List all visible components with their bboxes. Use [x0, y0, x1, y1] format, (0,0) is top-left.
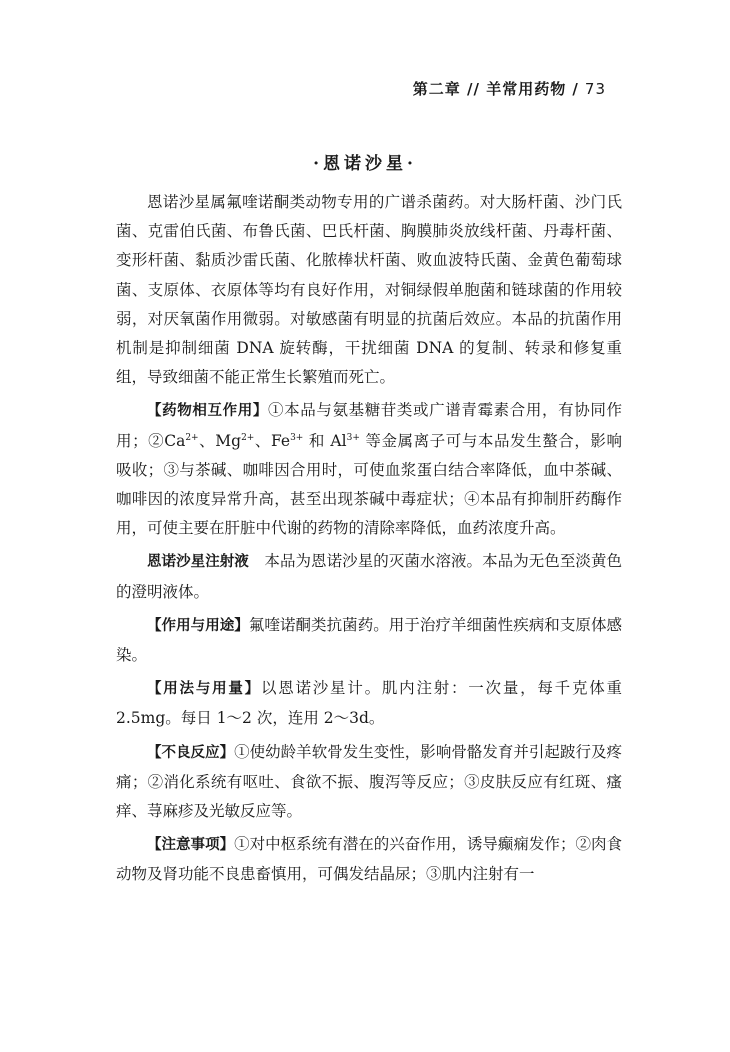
- caution-label: 【注意事项】: [147, 837, 235, 854]
- usage-paragraph: [116, 611, 622, 670]
- dosage-text: 以恩诺沙星计。肌内注射：一次量，每千克体重 2.5mg。每日 1～2 次，连用 2～3d。: [116, 679, 622, 728]
- chapter-title: 第二章 // 羊常用药物 /: [412, 80, 579, 98]
- dosage-label: 【用法与用量】: [147, 681, 261, 698]
- interaction-text-2: 、Mg: [198, 431, 242, 450]
- ion-charge: 3+: [346, 432, 360, 443]
- caution-paragraph: [116, 830, 622, 889]
- injection-paragraph: [116, 547, 622, 606]
- intro-paragraph: 恩诺沙星属氟喹诺酮类动物专用的广谱杀菌药。对大肠杆菌、沙门氏菌、克雷伯氏菌、布鲁氏菌、巴氏杆菌、胸膜肺炎放线杆菌、丹毒杆菌、变形杆菌、黏质沙雷氏菌、化脓棒状杆菌、败血波特氏菌、金黄色葡萄球菌、支原体、衣原体等均有良好作用，对铜绿假单胞菌和链球菌的作用较弱，对厌氧菌作用微弱。对敏感菌有明显的抗菌后效应。本品的抗菌作用机制是抑制细菌 DNA 旋转酶，干扰细菌 DNA 的复制、转录和修复重组，导致细菌不能正常生长繁殖而死亡。: [116, 193, 622, 387]
- interaction-label: 【药物相互作用】: [147, 403, 268, 420]
- injection-label: 恩诺沙星注射液: [147, 554, 249, 571]
- usage-label: 【作用与用途】: [147, 617, 249, 634]
- interaction-text-5: 等金属离子可与本品发生螯合，影响吸收；③与茶碱、咖啡因合用时，可使血浆蛋白结合率降低，血中茶碱、咖啡因的浓度异常升高，甚至出现茶碱中毒症状；④本品有抑制肝药酶作用，可使主要在肝脏中代谢的药物的清除率降低，血药浓度升高。: [116, 431, 622, 538]
- caution-text: ①对中枢系统有潜在的兴奋作用，诱导癫痫发作；②肉食动物及肾功能不良患畜慎用，可偶发结晶尿；③肌内注射有一: [116, 835, 622, 884]
- interaction-text-1: ①本品与氨基糖苷类或广谱青霉素合用，有协同作用；②Ca: [116, 401, 622, 450]
- ion-charge: 2+: [241, 432, 255, 443]
- running-header: [413, 78, 606, 99]
- dosage-paragraph: [116, 674, 622, 733]
- section-title: ·恩诺沙星·: [313, 154, 417, 174]
- interaction-paragraph: [116, 396, 622, 543]
- injection-text: 本品为恩诺沙星的灭菌水溶液。本品为无色至淡黄色的澄明液体。: [116, 552, 622, 601]
- adverse-paragraph: [116, 738, 622, 827]
- interaction-text-4: 和 Al: [303, 431, 347, 450]
- adverse-text: ①使幼龄羊软骨发生变性，影响骨骼发育并引起跛行及疼痛；②消化系统有呕吐、食欲不振、腹泻等反应；③皮肤反应有红斑、瘙痒、荨麻疹及光敏反应等。: [116, 742, 622, 821]
- page-number: 73: [584, 80, 606, 98]
- ion-charge: 3+: [290, 432, 304, 443]
- adverse-label: 【不良反应】: [147, 744, 235, 761]
- body-text: [116, 188, 622, 894]
- ion-charge: 2+: [185, 432, 199, 443]
- interaction-text-3: 、Fe: [254, 431, 291, 450]
- usage-text: 氟喹诺酮类抗菌药。用于治疗羊细菌性疾病和支原体感染。: [116, 615, 622, 665]
